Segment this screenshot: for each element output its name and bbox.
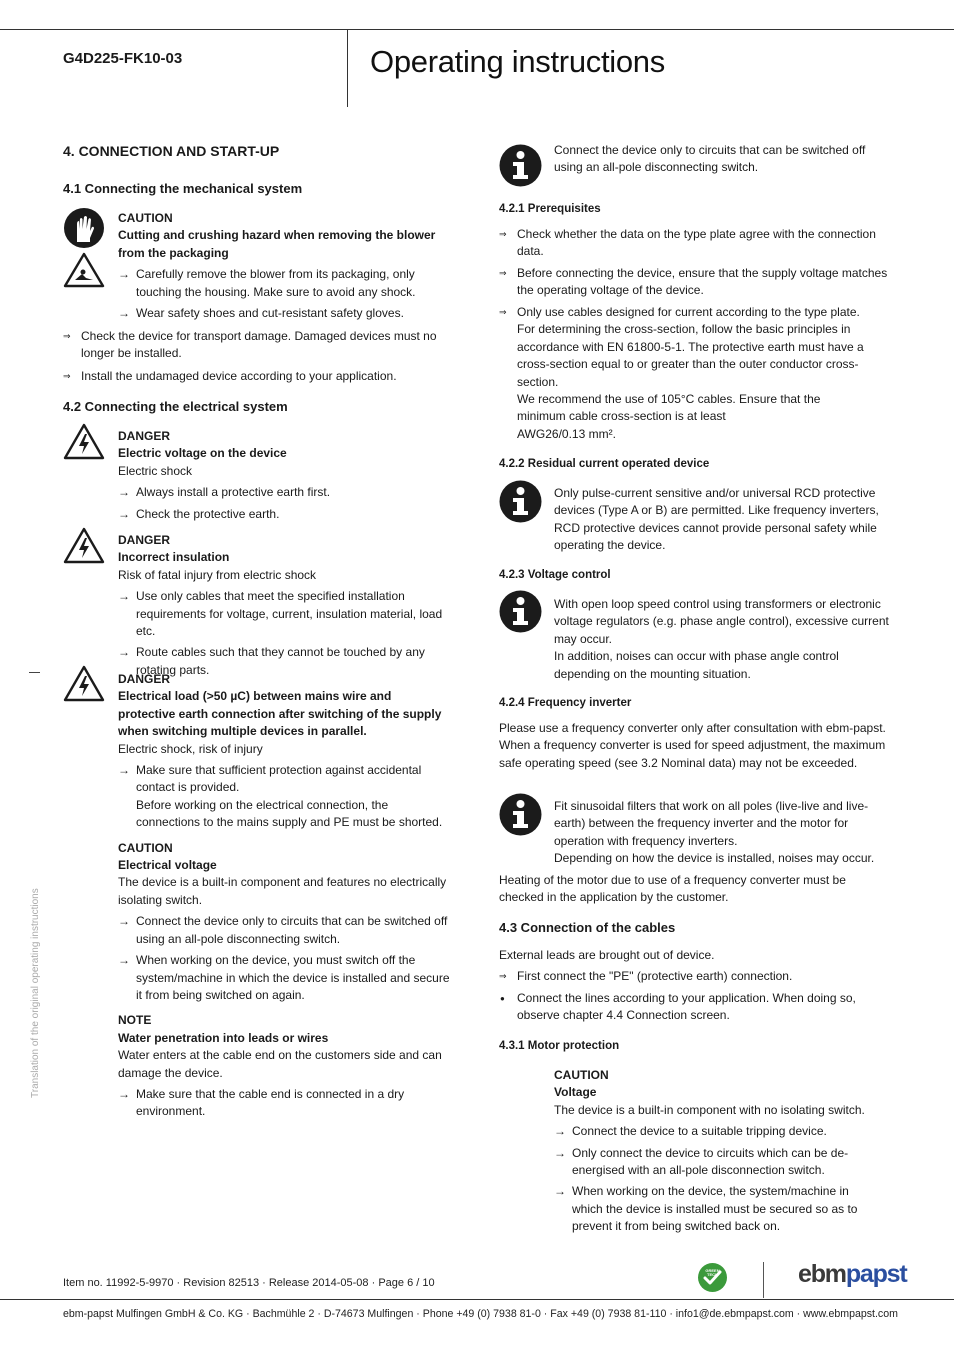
- caution-label: CAUTION: [554, 1068, 609, 1082]
- document-title: Operating instructions: [370, 44, 665, 79]
- info-icon: [499, 793, 542, 836]
- caution-step: → Connect the device only to circuits that can be switched off using an all-pole disconnecting switch.: [118, 913, 456, 948]
- gloves-icon: [63, 207, 105, 249]
- logo-papst: papst: [845, 1260, 907, 1288]
- note-label: NOTE: [118, 1013, 152, 1028]
- danger-step: → Route cables such that they cannot be touched by any rotating parts.: [118, 644, 446, 679]
- info-note: Connect the device only to circuits that can be switched off using an all-pole disconnecting switch.: [554, 143, 866, 175]
- danger-desc: Risk of fatal injury from electric shock: [118, 567, 317, 582]
- info-note: Only pulse-current sensitive and/or universal RCD protective devices (Type A or B) are permitted. Like frequency inverters, RCD protective devices cannot provide personal safety while operating the device.: [554, 486, 879, 553]
- heading-4-3-1: 4.3.1 Motor protection: [499, 1040, 620, 1052]
- caution-desc: The device is a built-in component with no isolating switch.: [554, 1102, 865, 1117]
- info-note-block: [554, 596, 889, 683]
- caution-label: CAUTION: [118, 211, 173, 225]
- heading-4-2-4: 4.2.4 Frequency inverter: [499, 697, 632, 709]
- frequency-inverter-text: Heating of the motor due to use of a frequency converter must be checked in the application by the customer.: [499, 873, 846, 905]
- caution-title: Voltage: [554, 1085, 597, 1100]
- prerequisite-item: ⇒ Check whether the data on the type plate agree with the connection data.: [499, 226, 897, 261]
- danger-step: → Check the protective earth.: [118, 506, 463, 523]
- caution-step: → Wear safety shoes and cut-resistant safety gloves.: [118, 305, 463, 322]
- cables-item: ● Connect the lines according to your application. When doing so, observe chapter 4.4 Connection screen.: [499, 990, 877, 1025]
- note-desc: Water enters at the cable end on the customers side and can damage the device.: [118, 1048, 442, 1080]
- danger-block-insulation: [118, 532, 463, 679]
- danger-step: → Make sure that sufficient protection against accidental contact is provided.: [118, 762, 463, 797]
- caution-desc: The device is a built-in component and features no electrically isolating switch.: [118, 875, 447, 907]
- electric-hazard-icon: [63, 665, 105, 702]
- danger-title: Electrical load (>50 µC) between mains wire and protective earth connection after switching of the supply when switching multiple devices in parallel.: [118, 689, 442, 739]
- info-note: Fit sinusoidal filters that work on all poles (live-live and live-earth) between the frequency inverter and the motor for operation with frequency inverters.: [554, 799, 869, 848]
- caution-step: → Carefully remove the blower from its packaging, only touching the housing. Make sure to avoid any shock.: [118, 266, 436, 301]
- heading-4-2-3: 4.2.3 Voltage control: [499, 569, 611, 581]
- danger-label: DANGER: [118, 672, 171, 686]
- danger-desc: Electric shock, risk of injury: [118, 741, 263, 756]
- check-item: ⇒ Install the undamaged device according to your application.: [63, 368, 461, 385]
- note-title: Water penetration into leads or wires: [118, 1030, 329, 1045]
- danger-block-voltage: [118, 428, 463, 523]
- item-line: Item no. 11992-5-9970 · Revision 82513 · Release 2014-05-08 · Page 6 / 10: [63, 1277, 435, 1289]
- danger-step: → Always install a protective earth first.: [118, 484, 463, 501]
- danger-title: Electric voltage on the device: [118, 446, 287, 461]
- ebmpapst-logo: [798, 1260, 907, 1289]
- greentech-label: GREEN TECH: [705, 1268, 720, 1277]
- prerequisite-cables: [499, 304, 871, 443]
- info-note: With open loop speed control using transformers or electronic voltage regulators (e.g. phase angle control), excessive current may occur.: [554, 597, 889, 646]
- section-title: 4. CONNECTION AND START-UP: [63, 143, 280, 159]
- header-top-rule: [0, 29, 954, 30]
- heading-4-2-1: 4.2.1 Prerequisites: [499, 203, 601, 215]
- heading-4-2: 4.2 Connecting the electrical system: [63, 399, 288, 414]
- footer-logo-divider: [763, 1262, 764, 1298]
- margin-mark: [29, 672, 40, 673]
- danger-step-detail: Before working on the electrical connection, the connections to the mains supply and PE must be shorted.: [136, 797, 443, 830]
- caution-step: → When working on the device, the system/machine in which the device is installed must be secured so as to prevent it from being switched back on.: [554, 1183, 877, 1235]
- info-note-block: [554, 798, 884, 868]
- electric-hazard-icon: [63, 423, 105, 460]
- footer-rule: [0, 1299, 954, 1300]
- prerequisite-detail: We recommend the use of 105°C cables. Ensure that the minimum cable cross-section is at least: [517, 392, 821, 424]
- danger-desc: Electric shock: [118, 463, 193, 478]
- heading-4-2-2: 4.2.2 Residual current operated device: [499, 458, 710, 470]
- caution-step: → Connect the device to a suitable tripping device.: [554, 1123, 884, 1140]
- heading-4-3: 4.3 Connection of the cables: [499, 920, 676, 935]
- motor-protection-caution: [554, 1067, 884, 1236]
- greentech-icon: [697, 1262, 728, 1293]
- caution-block-mechanical: [118, 210, 463, 322]
- cables-item: ⇒ First connect the "PE" (protective earth) connection.: [499, 968, 897, 985]
- model-number: G4D225-FK10-03: [63, 50, 183, 67]
- crushing-hazard-icon: [63, 252, 105, 288]
- cables-intro: External leads are brought out of device.: [499, 948, 715, 962]
- note-step: → Make sure that the cable end is connected in a dry environment.: [118, 1086, 436, 1121]
- heading-4-1: 4.1 Connecting the mechanical system: [63, 181, 303, 196]
- info-note: In addition, noises can occur with phase angle control depending on the mounting situation.: [554, 649, 839, 681]
- info-note: Depending on how the device is installed, noises may occur.: [554, 851, 875, 866]
- danger-step: → Use only cables that meet the specified installation requirements for voltage, current, insulation material, load etc.: [118, 588, 463, 640]
- check-item: ⇒ Check the device for transport damage. Damaged devices must no longer be installed.: [63, 328, 461, 363]
- prerequisite-item: ⇒ Before connecting the device, ensure that the supply voltage matches the operating voltage of the device.: [499, 265, 907, 300]
- info-icon: [499, 144, 542, 187]
- electric-hazard-icon: [63, 527, 105, 564]
- danger-title: Incorrect insulation: [118, 550, 230, 565]
- prerequisite-detail: AWG26/0.13 mm².: [517, 426, 616, 441]
- logo-ebm: ebm: [798, 1260, 846, 1288]
- info-icon: [499, 590, 542, 633]
- danger-label: DANGER: [118, 533, 171, 547]
- header-divider: [347, 29, 348, 107]
- danger-label: DANGER: [118, 429, 171, 443]
- frequency-inverter-text: Please use a frequency converter only after consultation with ebm-papst. When a frequency converter is used for speed adjustment, the maximum safe operating speed (see 3.2 Nominal data) may not be exceeded.: [499, 721, 886, 770]
- caution-title: Electrical voltage: [118, 858, 217, 873]
- caution-step: → When working on the device, you must switch off the system/machine in which the device is installed and secure it from being switched on again.: [118, 952, 456, 1004]
- caution-label: CAUTION: [118, 840, 173, 855]
- company-line: ebm-papst Mulfingen GmbH & Co. KG · Bachmühle 2 · D-74673 Mulfingen · Phone +49 (0) 7938 81-0 · Fax +49 (0) 7938 81-110 · info1@de.ebmpapst.com · www.ebmpapst.com: [63, 1308, 898, 1320]
- prerequisite-item: ⇒ Only use cables designed for current according to the type plate.: [499, 304, 871, 321]
- sidebar-translation-note: Translation of the original operating instructions: [30, 888, 41, 1098]
- prerequisite-detail: For determining the cross-section, follow the basic principles in accordance with EN 61800-5-1. The protective earth must have a cross-section equal to or greater than the outer conductor cross-section.: [517, 322, 864, 389]
- caution-title: Cutting and crushing hazard when removing the blower from the packaging: [118, 228, 436, 260]
- caution-step: → Only connect the device to circuits which can be de-energised with an all-pole disconnection switch.: [554, 1145, 872, 1180]
- danger-block-electrical-load: [118, 671, 463, 1121]
- info-icon: [499, 480, 542, 523]
